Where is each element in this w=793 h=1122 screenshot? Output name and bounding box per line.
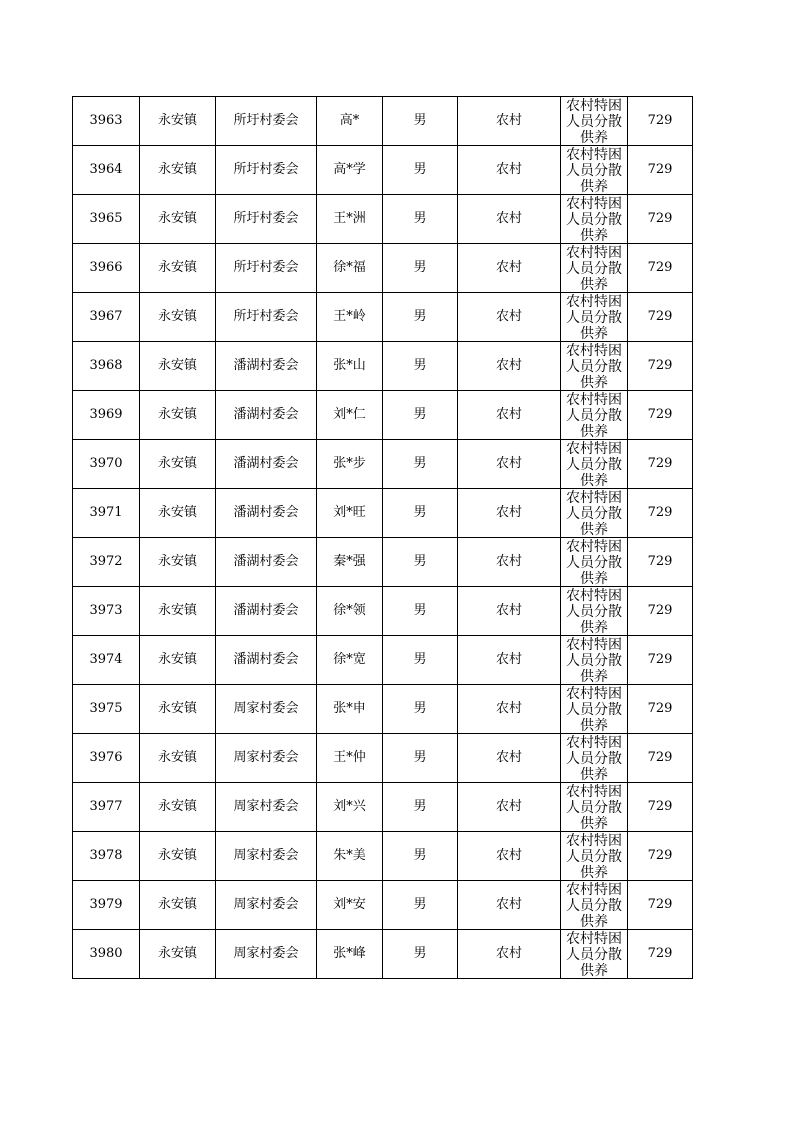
support-type-cell (561, 342, 628, 391)
support-type-cell-text: 农村特困人员分散供养 (566, 686, 622, 733)
support-type-cell-text: 农村特困人员分散供养 (566, 784, 622, 831)
name-cell: 刘*旺 (317, 489, 383, 538)
gender-cell: 男 (383, 97, 458, 146)
table-row (73, 195, 693, 244)
support-type-cell-text: 农村特困人员分散供养 (566, 196, 622, 243)
area-cell: 农村 (458, 391, 561, 440)
row-number-cell: 3963 (73, 97, 140, 146)
town-cell: 永安镇 (140, 832, 216, 881)
area-cell: 农村 (458, 195, 561, 244)
village-cell: 潘湖村委会 (216, 489, 317, 538)
support-type-cell-text: 农村特困人员分散供养 (566, 637, 622, 684)
gender-cell: 男 (383, 783, 458, 832)
support-type-cell (561, 685, 628, 734)
support-type-cell-text: 农村特困人员分散供养 (566, 392, 622, 439)
area-cell: 农村 (458, 293, 561, 342)
amount-cell: 729 (628, 881, 693, 930)
table-row (73, 587, 693, 636)
amount-cell: 729 (628, 832, 693, 881)
name-cell: 徐*宽 (317, 636, 383, 685)
support-type-cell (561, 930, 628, 979)
gender-cell: 男 (383, 440, 458, 489)
support-type-cell (561, 293, 628, 342)
village-cell: 周家村委会 (216, 734, 317, 783)
area-cell: 农村 (458, 244, 561, 293)
village-cell: 潘湖村委会 (216, 391, 317, 440)
amount-cell: 729 (628, 195, 693, 244)
table-row (73, 244, 693, 293)
support-type-cell (561, 587, 628, 636)
amount-cell: 729 (628, 783, 693, 832)
village-cell: 周家村委会 (216, 930, 317, 979)
support-type-cell (561, 734, 628, 783)
area-cell: 农村 (458, 97, 561, 146)
gender-cell: 男 (383, 391, 458, 440)
name-cell: 张*申 (317, 685, 383, 734)
town-cell: 永安镇 (140, 734, 216, 783)
row-number-cell: 3975 (73, 685, 140, 734)
row-number-cell: 3968 (73, 342, 140, 391)
gender-cell: 男 (383, 636, 458, 685)
row-number-cell: 3971 (73, 489, 140, 538)
name-cell: 刘*安 (317, 881, 383, 930)
town-cell: 永安镇 (140, 391, 216, 440)
table-row (73, 734, 693, 783)
row-number-cell: 3964 (73, 146, 140, 195)
name-cell: 张*峰 (317, 930, 383, 979)
support-type-cell-text: 农村特困人员分散供养 (566, 931, 622, 978)
support-type-cell-text: 农村特困人员分散供养 (566, 441, 622, 488)
support-type-cell (561, 489, 628, 538)
support-type-cell (561, 440, 628, 489)
row-number-cell: 3970 (73, 440, 140, 489)
row-number-cell: 3976 (73, 734, 140, 783)
amount-cell: 729 (628, 391, 693, 440)
support-type-cell-text: 农村特困人员分散供养 (566, 147, 622, 194)
name-cell: 王*洲 (317, 195, 383, 244)
row-number-cell: 3980 (73, 930, 140, 979)
row-number-cell: 3973 (73, 587, 140, 636)
support-type-cell (561, 538, 628, 587)
support-type-cell (561, 97, 628, 146)
area-cell: 农村 (458, 342, 561, 391)
support-type-cell (561, 832, 628, 881)
town-cell: 永安镇 (140, 293, 216, 342)
table-row (73, 146, 693, 195)
town-cell: 永安镇 (140, 930, 216, 979)
table-row (73, 636, 693, 685)
support-type-cell-text: 农村特困人员分散供养 (566, 343, 622, 390)
gender-cell: 男 (383, 930, 458, 979)
row-number-cell: 3978 (73, 832, 140, 881)
name-cell: 张*步 (317, 440, 383, 489)
gender-cell: 男 (383, 342, 458, 391)
table-row (73, 489, 693, 538)
gender-cell: 男 (383, 244, 458, 293)
row-number-cell: 3965 (73, 195, 140, 244)
name-cell: 王*仲 (317, 734, 383, 783)
name-cell: 高*学 (317, 146, 383, 195)
area-cell: 农村 (458, 587, 561, 636)
amount-cell: 729 (628, 244, 693, 293)
village-cell: 潘湖村委会 (216, 587, 317, 636)
name-cell: 朱*美 (317, 832, 383, 881)
name-cell: 王*岭 (317, 293, 383, 342)
name-cell: 秦*强 (317, 538, 383, 587)
area-cell: 农村 (458, 538, 561, 587)
name-cell: 徐*福 (317, 244, 383, 293)
village-cell: 潘湖村委会 (216, 636, 317, 685)
area-cell: 农村 (458, 930, 561, 979)
town-cell: 永安镇 (140, 489, 216, 538)
area-cell: 农村 (458, 734, 561, 783)
table-row (73, 97, 693, 146)
name-cell: 高* (317, 97, 383, 146)
name-cell: 徐*领 (317, 587, 383, 636)
support-type-cell-text: 农村特困人员分散供养 (566, 588, 622, 635)
roster-table-body (73, 97, 693, 979)
town-cell: 永安镇 (140, 783, 216, 832)
gender-cell: 男 (383, 489, 458, 538)
amount-cell: 729 (628, 734, 693, 783)
name-cell: 张*山 (317, 342, 383, 391)
village-cell: 周家村委会 (216, 685, 317, 734)
town-cell: 永安镇 (140, 146, 216, 195)
support-type-cell (561, 881, 628, 930)
town-cell: 永安镇 (140, 587, 216, 636)
gender-cell: 男 (383, 685, 458, 734)
amount-cell: 729 (628, 587, 693, 636)
row-number-cell: 3972 (73, 538, 140, 587)
village-cell: 所圩村委会 (216, 293, 317, 342)
table-row (73, 293, 693, 342)
support-type-cell-text: 农村特困人员分散供养 (566, 294, 622, 341)
gender-cell: 男 (383, 881, 458, 930)
support-type-cell-text: 农村特困人员分散供养 (566, 98, 622, 145)
area-cell: 农村 (458, 783, 561, 832)
area-cell: 农村 (458, 489, 561, 538)
gender-cell: 男 (383, 293, 458, 342)
town-cell: 永安镇 (140, 538, 216, 587)
support-type-cell (561, 244, 628, 293)
gender-cell: 男 (383, 832, 458, 881)
table-row (73, 881, 693, 930)
town-cell: 永安镇 (140, 97, 216, 146)
table-row (73, 685, 693, 734)
area-cell: 农村 (458, 881, 561, 930)
village-cell: 潘湖村委会 (216, 538, 317, 587)
gender-cell: 男 (383, 146, 458, 195)
area-cell: 农村 (458, 685, 561, 734)
area-cell: 农村 (458, 440, 561, 489)
support-type-cell (561, 146, 628, 195)
town-cell: 永安镇 (140, 636, 216, 685)
support-type-cell (561, 636, 628, 685)
village-cell: 周家村委会 (216, 881, 317, 930)
village-cell: 周家村委会 (216, 832, 317, 881)
gender-cell: 男 (383, 587, 458, 636)
table-row (73, 391, 693, 440)
town-cell: 永安镇 (140, 195, 216, 244)
village-cell: 周家村委会 (216, 783, 317, 832)
support-type-cell-text: 农村特困人员分散供养 (566, 833, 622, 880)
table-row (73, 930, 693, 979)
amount-cell: 729 (628, 685, 693, 734)
row-number-cell: 3977 (73, 783, 140, 832)
table-row (73, 538, 693, 587)
table-row (73, 832, 693, 881)
support-type-cell (561, 391, 628, 440)
roster-table (72, 96, 693, 979)
village-cell: 所圩村委会 (216, 244, 317, 293)
town-cell: 永安镇 (140, 685, 216, 734)
name-cell: 刘*仁 (317, 391, 383, 440)
row-number-cell: 3969 (73, 391, 140, 440)
support-type-cell (561, 783, 628, 832)
gender-cell: 男 (383, 195, 458, 244)
amount-cell: 729 (628, 97, 693, 146)
table-row (73, 783, 693, 832)
table-row (73, 342, 693, 391)
table-row (73, 440, 693, 489)
town-cell: 永安镇 (140, 342, 216, 391)
gender-cell: 男 (383, 538, 458, 587)
amount-cell: 729 (628, 146, 693, 195)
amount-cell: 729 (628, 440, 693, 489)
town-cell: 永安镇 (140, 881, 216, 930)
amount-cell: 729 (628, 538, 693, 587)
support-type-cell (561, 195, 628, 244)
area-cell: 农村 (458, 832, 561, 881)
support-type-cell-text: 农村特困人员分散供养 (566, 490, 622, 537)
row-number-cell: 3967 (73, 293, 140, 342)
row-number-cell: 3966 (73, 244, 140, 293)
village-cell: 潘湖村委会 (216, 440, 317, 489)
area-cell: 农村 (458, 636, 561, 685)
village-cell: 所圩村委会 (216, 97, 317, 146)
row-number-cell: 3979 (73, 881, 140, 930)
amount-cell: 729 (628, 342, 693, 391)
town-cell: 永安镇 (140, 440, 216, 489)
name-cell: 刘*兴 (317, 783, 383, 832)
town-cell: 永安镇 (140, 244, 216, 293)
amount-cell: 729 (628, 930, 693, 979)
amount-cell: 729 (628, 293, 693, 342)
area-cell: 农村 (458, 146, 561, 195)
support-type-cell-text: 农村特困人员分散供养 (566, 539, 622, 586)
support-type-cell-text: 农村特困人员分散供养 (566, 735, 622, 782)
amount-cell: 729 (628, 636, 693, 685)
row-number-cell: 3974 (73, 636, 140, 685)
village-cell: 所圩村委会 (216, 195, 317, 244)
amount-cell: 729 (628, 489, 693, 538)
village-cell: 潘湖村委会 (216, 342, 317, 391)
support-type-cell-text: 农村特困人员分散供养 (566, 245, 622, 292)
support-type-cell-text: 农村特困人员分散供养 (566, 882, 622, 929)
village-cell: 所圩村委会 (216, 146, 317, 195)
gender-cell: 男 (383, 734, 458, 783)
